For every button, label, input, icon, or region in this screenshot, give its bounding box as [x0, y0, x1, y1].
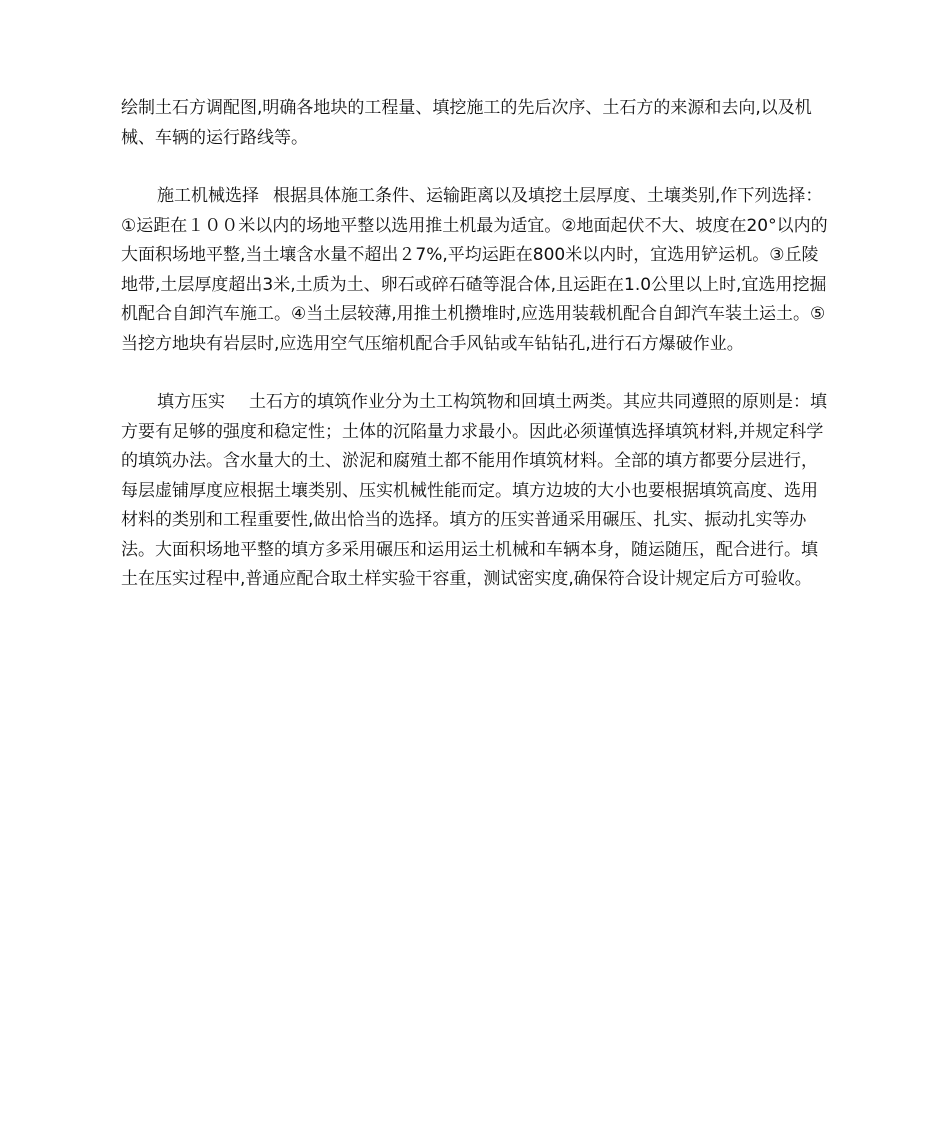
paragraph-heading: 施工机械选择	[157, 186, 259, 206]
paragraph-text: 土石方的填筑作业分为土工构筑物和回填土两类。其应共同遵照的原则是：填方要有足够的强度和稳定性；土体的沉陷量力求最小。因此必须谨慎选择填筑材料,并规定科学的填筑办法。含水量大的土、淤泥和腐殖土都不能用作填筑材料。全部的填方都要分层进行，每层虚铺厚度应根据土壤类别、压实机械性能而定。填方边坡的大小也要根据填筑高度、选用材料的类别和工程重要性,做出恰当的选择。填方的压实普通采用碾压、扎实、振动扎实等办法。大面积场地平整的填方多采用碾压和运用运土机械和车辆本身，随运随压，配合进行。填土在压实过程中,普通应配合取土样实验干容重，测试密实度,确保符合设计规定后方可验收。	[121, 392, 827, 589]
paragraph-earthwork-plan	[121, 94, 829, 153]
paragraph-machinery-selection	[121, 182, 829, 359]
paragraph-text: 绘制土石方调配图,明确各地块的工程量、填挖施工的先后次序、土石方的来源和去向,以及机械、车辆的运行路线等。	[121, 98, 812, 148]
paragraph-text: 根据具体施工条件、运输距离以及填挖土层厚度、土壤类别,作下列选择：①运距在１００米以内的场地平整以选用推土机最为适宜。②地面起伏不大、坡度在20°以内的大面积场地平整,当土壤含水量不超出２7%,平均运距在800米以内时，宜选用铲运机。③丘陵地带,土层厚度超出3米,土质为土、卵石或碎石碴等混合体,且运距在1.0公里以上时,宜选用挖掘机配合自卸汽车施工。④当土层较薄,用推土机攒堆时,应选用装载机配合自卸汽车装土运土。⑤当挖方地块有岩层时,应选用空气压缩机配合手风钻或车钻钻孔,进行石方爆破作业。	[121, 186, 828, 354]
paragraph-heading: 填方压实	[157, 392, 225, 412]
paragraph-fill-compaction	[121, 388, 829, 595]
document-body	[121, 94, 829, 595]
